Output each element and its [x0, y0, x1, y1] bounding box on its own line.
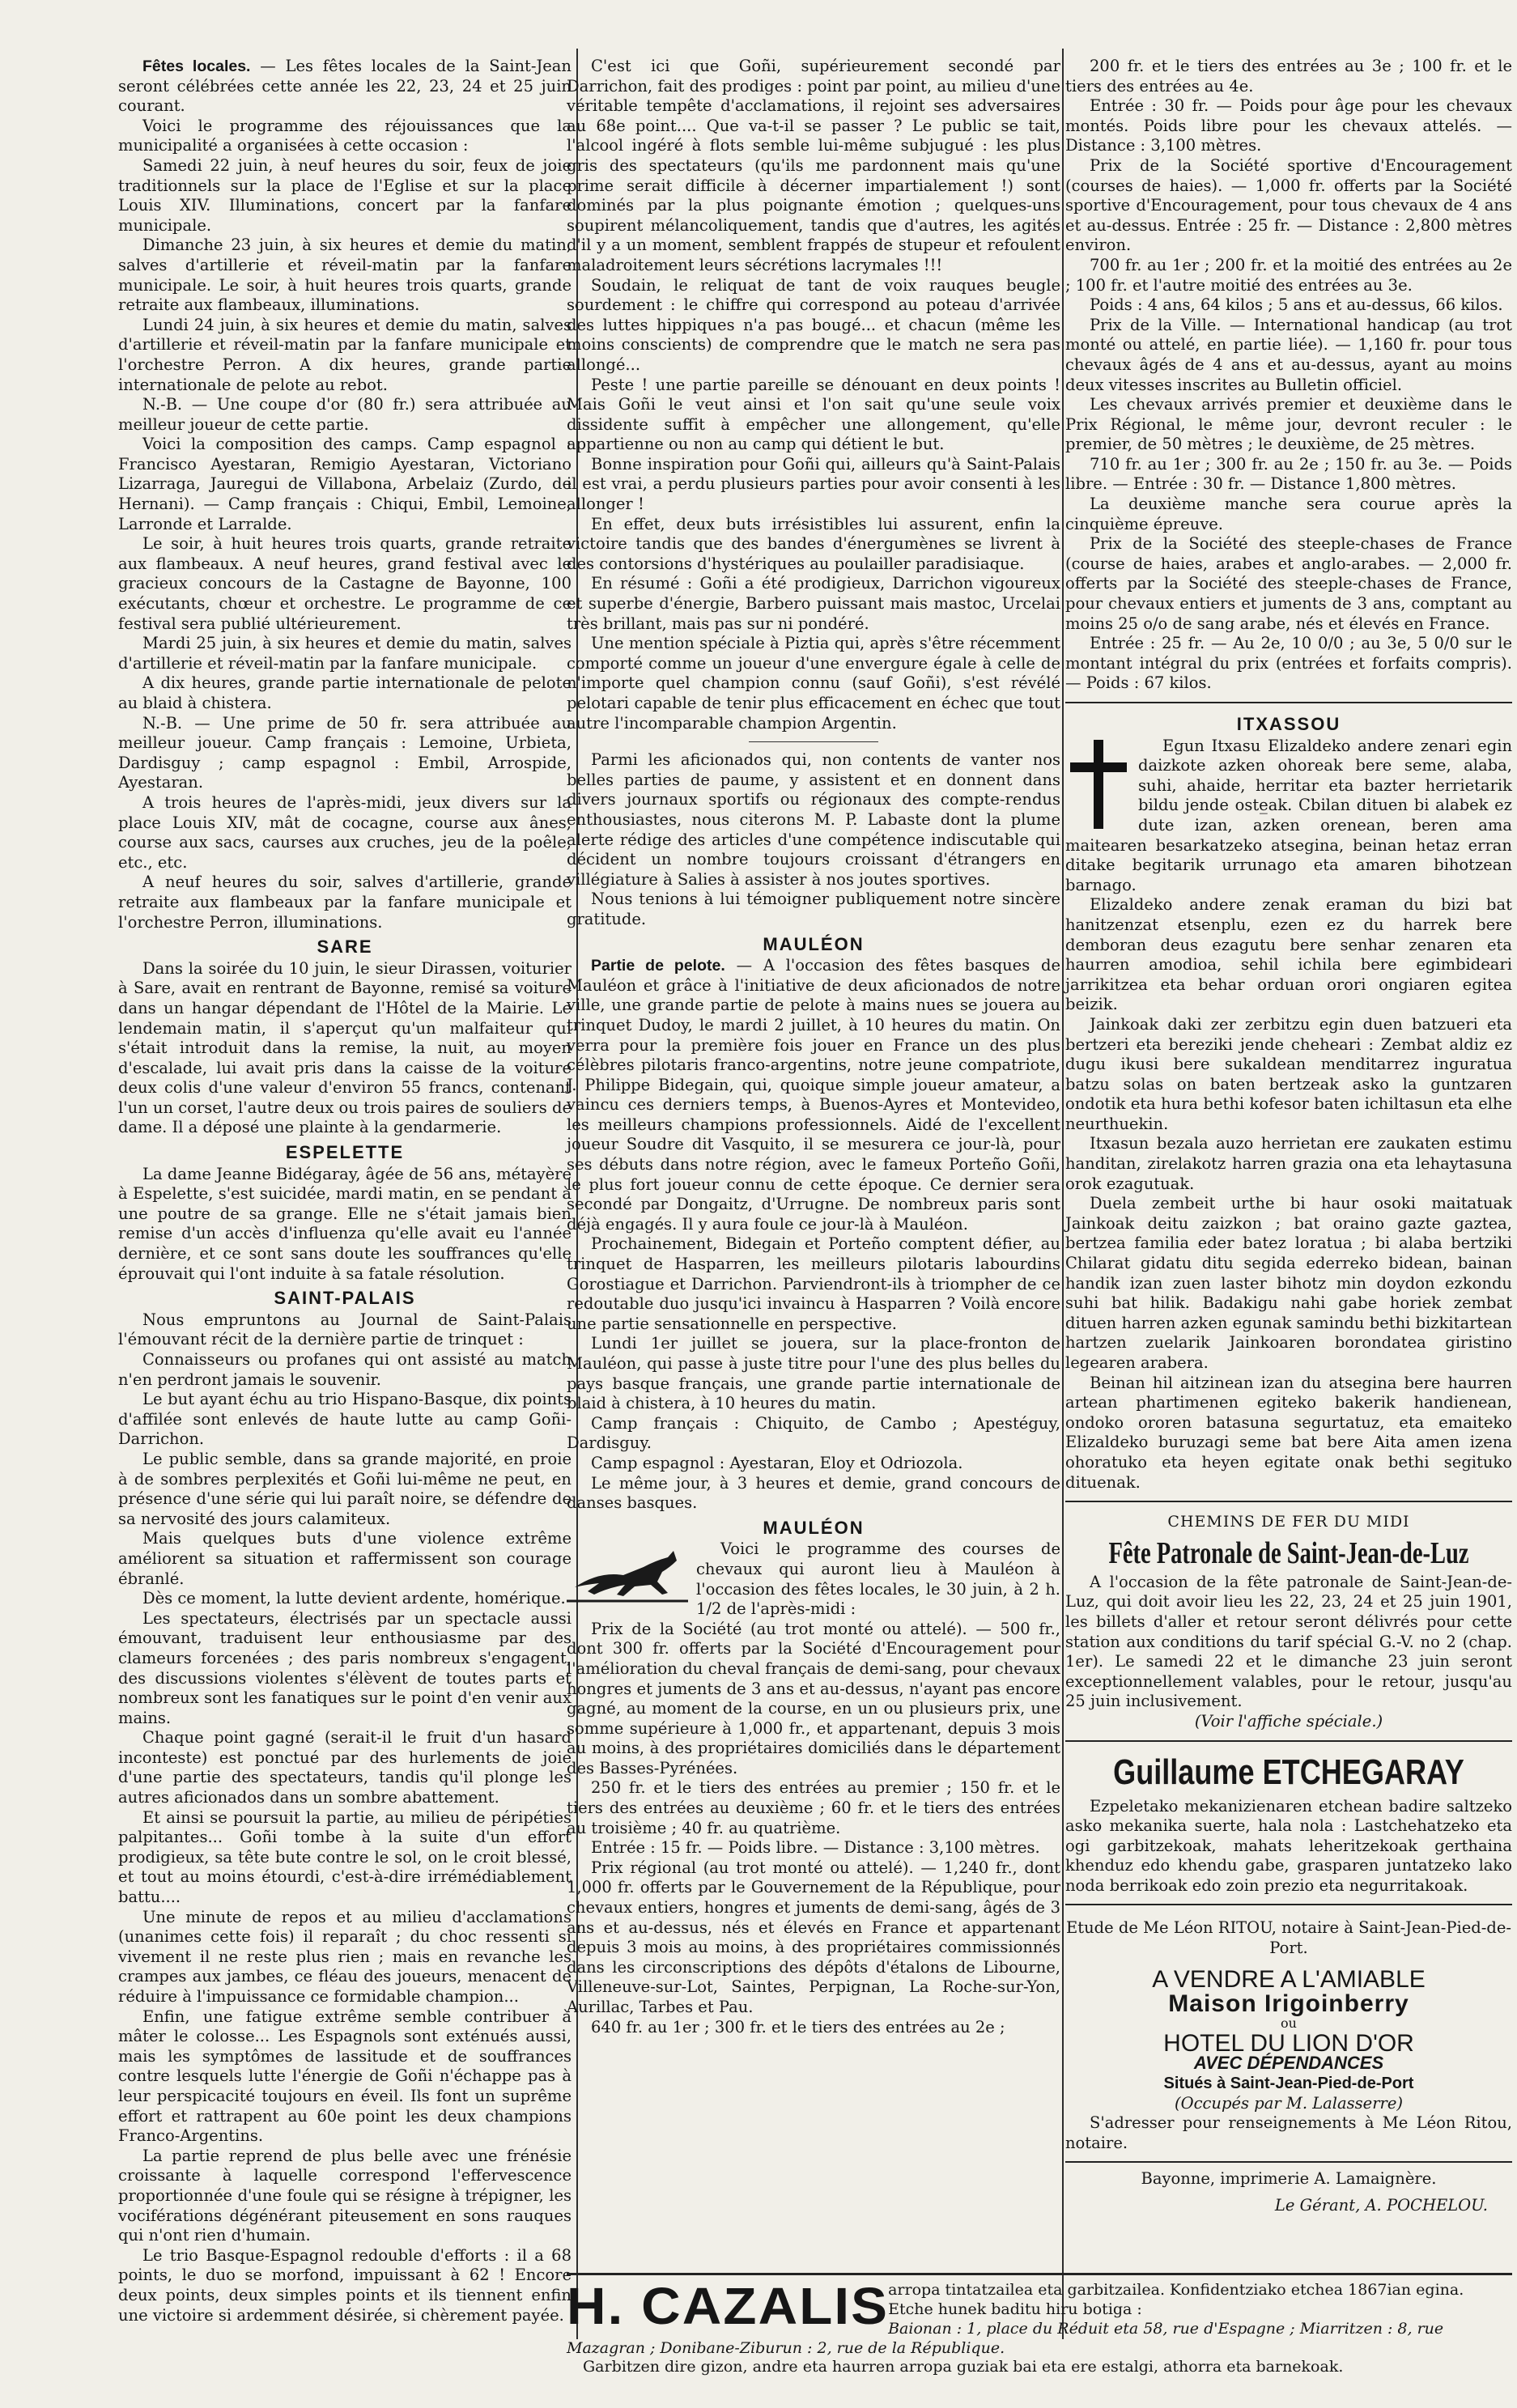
- paragraph: Une mention spéciale à Piztia qui, après s'être récemment comporté comme un joueur d'une envergure égale à celle de n'importe quel champion connu (sauf Goñi), s'est révélé pelotari capable de tenir plus efficacement en échec que tout autre l'incomparable champion Argentin.: [567, 634, 1060, 733]
- situes-text: Situés à Saint-Jean-Pied-de-Port: [1163, 2075, 1414, 2093]
- paragraph: C'est ici que Goñi, supérieurement secondé par Darrichon, fait des prodiges : point par point, au milieu d'une véritable tempête d'acclamations, il rejoint ses adversaires au 68e point.... Que va-t-il se passer ? Le public se tait, l'alcool ingéré à flots semble lui-même subjugué : les plus gris des spectateurs (qu'ils me pardonnent mais qu'une prime serait difficile à décerner impartialement !) sont dominés par la plus poignante émotion ; quelques-uns soupirent mélancoliquement, tandis que d'autres, les agités d'il y a un moment, semblent frappés de stupeur et refoulent maladroitement leurs sécrétions lacrymales !!!: [567, 57, 1060, 274]
- paragraph: Camp français : Chiquito, de Cambo ; Apestéguy, Dardisguy.: [567, 1413, 1060, 1453]
- etchegaray-title: Guillaume ETCHEGARAY: [1113, 1752, 1464, 1792]
- paragraph: Ezpeletako mekanizienaren etchean badire saltzeko asko mekanika suerte, hala nola : Lastchehatzeko eta ogi garbitzekoak, mahats leheritzekoak gerthaina khenduz edo khendu gabe, grasparen juntatzeko lako noda berrikoak edo zoin prezio eta negurritakoak.: [1065, 1796, 1512, 1895]
- paragraph: N.-B. — Une prime de 50 fr. sera attribuée au meilleur joueur. Camp français : Lemoine, Urbieta, Dardisguy ; camp espagnol : Embil, Arrospide, Ayestaran.: [118, 713, 572, 792]
- cross-icon: [1065, 740, 1130, 829]
- paragraph: 250 fr. et le tiers des entrées au premier ; 150 fr. et le tiers des entrées au deuxième ; 60 fr. et le tiers des entrées au troisième ; 40 fr. au quatrième.: [567, 1778, 1060, 1837]
- paragraph: La deuxième manche sera courue après la cinquième épreuve.: [1065, 495, 1512, 533]
- partie-de-pelote-title: Partie de pelote.: [591, 957, 725, 975]
- section-title-mauleon-courses: MAULÉON: [763, 1517, 865, 1538]
- section-title-mauleon: MAULÉON: [763, 933, 865, 954]
- occupes-text: (Occupés par M. Lalasserre): [1175, 2093, 1403, 2113]
- paragraph: Voici le programme des courses de chevaux qui auront lieu à Mauléon à l'occasion des fêtes locales, le 30 juin, à 2 h. 1/2 de l'après-midi :: [696, 1540, 1060, 1619]
- paragraph: Entrée : 15 fr. — Poids libre. — Distance : 3,100 mètres.: [591, 1838, 1040, 1858]
- section-title-sare: SARE: [317, 936, 373, 958]
- paragraph: Les chevaux arrivés premier et deuxième dans le Prix Régional, le même jour, devront reculer : le premier, de 50 mètres ; le deuxième, de 25 mètres.: [1065, 395, 1512, 454]
- paragraph: Mais quelques buts d'une violence extrême améliorent sa situation et raffermissent son courage ébranlé.: [118, 1529, 572, 1588]
- paragraph: Nous tenions à lui témoigner publiquement notre sincère gratitude.: [567, 890, 1060, 928]
- paragraph: [567, 956, 1060, 1234]
- paragraph: Itxasun bezala auzo herrietan ere zaukaten estimu handitan, zirelakotz harren grazia ona eta lehaytasuna orok ezagutuak.: [1065, 1134, 1512, 1193]
- column-2: [567, 57, 1060, 2037]
- paragraph: Prochainement, Bidegain et Porteño comptent défier, au trinquet de Hasparren, les meilleurs pilotaris labourdins Gorostiague et Darrichon. Parviendront-ils à triompher de ce redoutable duo jusqu'ici invaincu à Hasparren ? Voilà encore une partie sensationnelle en perspective.: [567, 1234, 1060, 1333]
- horse-race-icon: [567, 1543, 688, 1607]
- paragraph: Elizaldeko andere zenak eraman du bizi bat hanitzenzat etsenplu, ezen ez du harrek bere demboran deus ezagutu bere senhar zenaren eta haurren amodioa, sehil ichila bere egimbideari jarrikitzea eta behar orduan orori ongiaren egitea beizik.: [1065, 895, 1512, 1014]
- paragraph: Entrée : 30 fr. — Poids pour âge pour les chevaux montés. Poids libre pour les chevaux attelés. — Distance : 3,100 mètres.: [1065, 96, 1512, 155]
- section-title-saint-palais: SAINT-PALAIS: [274, 1288, 416, 1309]
- paragraph: 700 fr. au 1er ; 200 fr. et la moitié des entrées au 2e ; 100 fr. et l'autre moitié des entrées au 3e.: [1065, 255, 1512, 295]
- imprimerie-line: Bayonne, imprimerie A. Lamaignère.: [1065, 2161, 1512, 2189]
- paragraph: Enfin, une fatigue extrême semble contribuer à mâter le colosse... Les Espagnols sont exténués aussi, mais les symptômes de lassitude et de souffrances contre lesquels lutte l'énergie de Goñi n'échappe pas à leur perspicacité toujours en éveil. Ils font un suprême effort et rattrapent au 60e point les deux champions Franco-Argentins.: [118, 2007, 572, 2146]
- cazalis-line-3: Garbitzen dire gizon, andre eta haurren arropa guziak bai eta ere estalgi, athorra eta barnekoak.: [583, 2358, 1344, 2376]
- paragraph: Jainkoak daki zer zerbitzu egin duen batzueri eta bertzeri eta bereziki jende cheheari : Zembat aldiz ez dugu ikusi bere sukaldean menditarrez inguratua batzu solas on baten bertzeak asko la guntzaren ondotik eta hura bethi kofesor baten ichiltasun eta elhe neurthuekin.: [1065, 1014, 1512, 1133]
- paragraph: A trois heures de l'après-midi, jeux divers sur la place Louis XIV, mât de cocagne, course aux ânes, course aux sacs, caurses aux cruches, jeu de la poêle, etc., etc.: [118, 792, 572, 872]
- voir-affiche: (Voir l'affiche spéciale.): [1194, 1711, 1383, 1731]
- paragraph: Beinan hil aitzinean izan du atsegina bere haurren artean phartimenen egiteko bakerik handienean, ondoko ororen batasuna segurtatuz, eta emaiteko Elizaldeko buruzagi seme bat bere Aita amen izena ohoratuko eta heyen egitate onak bethi segituko dituenak.: [1065, 1373, 1512, 1492]
- etchegaray-ad: [1065, 1740, 1512, 1896]
- paragraph: Dans la soirée du 10 juin, le sieur Dirassen, voiturier à Sare, avait en rentrant de Bayonne, remisé sa voiture dans un hangar dépendant de l'Hôtel de la Mairie. Le lendemain matin, il s'aperçut qu'un malfaiteur qui s'était introduit dans la remise, la nuit, au moyen d'escalade, lui avait pris dans la caisse de la voiture deux colis d'une valeur d'environ 55 francs, contenant l'un un corset, l'autre deux ou trois paires de souliers de dame. Il a déposé une plainte à la gendarmerie.: [118, 958, 572, 1137]
- paragraph: Prix régional (au trot monté ou attelé). — 1,240 fr., dont 1,000 fr. offerts par le Gouvernement de la République, pour chevaux entiers, hongres et juments de demi-sang, âgés de 3 ans et au-dessus, nés et élevés en France et appartenant depuis 3 mois au moins, à des propriétaires commissionnés dans les circonscriptions des dépôts d'étalons de Libourne, Villeneuve-sur-Lot, Saintes, Perpignan, La Roche-sur-Yon, Aurillac, Tarbes et Pau.: [567, 1858, 1060, 2016]
- paragraph: Voici le programme des réjouissances que la municipalité a organisées à cette occasion :: [118, 116, 572, 155]
- paragraph: La dame Jeanne Bidégaray, âgée de 56 ans, métayère à Espelette, s'est suicidée, mardi matin, en se pendant à une poutre de sa grange. Elle ne s'était jamais bien remise d'un accès d'influenza qu'elle avait eu l'année dernière, et ce sont sans doute les souffrances qu'elle éprouvait qui l'ont induite à sa fatale résolution.: [118, 1164, 572, 1283]
- paragraph: Samedi 22 juin, à neuf heures du soir, feux de joie traditionnels sur la place de l'Eglise et sur la place Louis XIV. Illuminations, concert par la fanfare municipale.: [118, 155, 572, 235]
- paragraph: A l'occasion de la fête patronale de Saint-Jean-de-Luz, qui doit avoir lieu les 22, 23, 24 et 25 juin 1901, les billets d'aller et retour seront délivrés pour cette station aux conditions du tarif spécial G.-V. no 2 (chap. 1er). Le samedi 22 et le dimanche 23 juin seront exceptionnellement valables, pour le retour, jusqu'au 25 juin inclusivement.: [1065, 1572, 1512, 1711]
- maison-title: Maison Irigoinberry: [1168, 1990, 1409, 2017]
- paragraph: Lundi 24 juin, à six heures et demie du matin, salves d'artillerie et réveil-matin par la fanfare municipale et l'orchestre Perron. A dix heures, grande partie internationale de pelote au rebot.: [118, 315, 572, 394]
- avec-dependances: AVEC DÉPENDANCES: [1193, 2053, 1384, 2074]
- paragraph: Le même jour, à 3 heures et demie, grand concours de danses basques.: [567, 1473, 1060, 1513]
- paragraph: Entrée : 25 fr. — Au 2e, 10 0/0 ; au 3e, 5 0/0 sur le montant intégral du prix (entrées et forfaits compris). — Poids : 67 kilos.: [1065, 634, 1512, 693]
- paragraph: Prix de la Société sportive d'Encouragement (courses de haies). — 1,000 fr. offerts par la Société sportive d'Encouragement, pour tous chevaux de 4 ans et au-dessus. Entrée : 25 fr. — Distance : 2,800 mètres environ.: [1065, 155, 1512, 255]
- paragraph: Parmi les aficionados qui, non contents de vanter nos belles parties de paume, y assistent et en donnent dans divers journaux sportifs ou régionaux des compte-rendus enthousiastes, nous citerons M. P. Labaste dont la plume alerte rédige des articles d'une compétence indiscutable qui décident un nombre toujours croissant d'étrangers en villégiature à Salies à assister à nos joutes sportives.: [567, 750, 1060, 889]
- divider: [749, 741, 878, 742]
- paragraph: 200 fr. et le tiers des entrées au 3e ; 100 fr. et le tiers des entrées au 4e.: [1065, 57, 1512, 96]
- paragraph: Et ainsi se poursuit la partie, au milieu de péripéties palpitantes... Goñi tombe à la suite d'un effort prodigieux, sa tête bute contre le sol, on le croit blessé, et tout au moins étourdi, c'est-à-dire irrémédiablement battu....: [118, 1807, 572, 1907]
- column-1: [118, 57, 572, 2325]
- paragraph: Connaisseurs ou profanes qui ont assisté au match n'en perdront jamais le souvenir.: [118, 1350, 572, 1389]
- paragraph: Chaque point gagné (serait-il le fruit d'un hasard inconteste) est ponctué par des hurlements de joie d'une partie des spectateurs, tandis qu'il plonge les autres aficionados dans un sombre abattement.: [118, 1728, 572, 1807]
- paragraph: Camp espagnol : Ayestaran, Eloy et Odriozola.: [591, 1453, 963, 1472]
- gerant-line: Le Gérant, A. POCHELOU.: [1274, 2196, 1488, 2215]
- paragraph: Lundi 1er juillet se jouera, sur la place-fronton de Mauléon, qui passe à juste titre pour l'une des plus belles du pays basque français, une grande partie internationale de blaid à chistera, à 10 heures du matin.: [567, 1334, 1060, 1413]
- column-3: [1065, 57, 1512, 2216]
- paragraph: 640 fr. au 1er ; 300 fr. et le tiers des entrées au 2e ;: [591, 2017, 1005, 2036]
- section-title-itxassou: ITXASSOU: [1236, 714, 1341, 734]
- fetes-locales-title: Fêtes locales.: [142, 57, 251, 75]
- paragraph-text: — Les fêtes locales de la Saint-Jean seront célébrées cette année les 22, 23, 24 et 25 juin courant.: [118, 57, 572, 116]
- paragraph: Dès ce moment, la lutte devient ardente, homérique.: [142, 1589, 566, 1608]
- paragraph: Prix de la Société des steeple-chases de France (course de haies, arabes et anglo-arabes. — 2,000 fr. offerts par la Société des steeple-chases de France, pour chevaux entiers et juments de 3 ans, comptant au moins 25 o/o de sang arabe, nés et élevés en France.: [1065, 534, 1512, 633]
- ou-text: ou: [1281, 2015, 1297, 2032]
- fete-patronale-title: Fête Patronale de Saint-Jean-de-Luz: [1108, 1535, 1469, 1570]
- paragraph: S'adresser pour renseignements à Me Léon Ritou, notaire.: [1065, 2113, 1512, 2152]
- chemins-de-fer-ad: [1065, 1501, 1512, 1731]
- hotel-title: HOTEL DU LION D'OR: [1163, 2029, 1414, 2057]
- paragraph: La partie reprend de plus belle avec une frénésie croissante à laquelle correspond l'effervescence proportionnée d'une foule qui se résigne à trépigner, les vociférations dégénérant piteusement en sons rauques qui n'ont rien d'humain.: [118, 2146, 572, 2245]
- paragraph: A neuf heures du soir, salves d'artillerie, grande retraite aux flambeaux par la fanfare municipale et l'orchestre Perron, illuminations.: [118, 873, 572, 932]
- cazalis-line-2: Baionan : 1, place du Réduit eta 58, rue d'Espagne ; Miarritzen : 8, rue Mazagran ; Donibane-Ziburun : 2, rue de la République.: [567, 2320, 1444, 2357]
- paragraph: Duela zembeit urthe bi haur osoki maitatuak Jainkoak deitu zaizkon ; bat oraino gazte gaztea, bertzea familia eder batez loratua ; bi alaba bertziki Chilarat gidatu ditu segida ederreko bidean, bainan handik izan zuen laster bihotz min doydon ezkondu suhi bat hilik. Badakigu nahi gabe horiek zembat dituen harren azken egunak samindu bethi bizkitartean hartzen zuelarik Jainkoaren borondatea giristino legearen arabera.: [1065, 1194, 1512, 1372]
- paragraph: Mardi 25 juin, à six heures et demie du matin, salves d'artillerie et réveil-matin par la fanfare municipale.: [118, 634, 572, 673]
- paragraph: Une minute de repos et au milieu d'acclamations (unanimes cette fois) il reparaît ; du choc ressenti si vivement il ne reste plus rien ; mais en revanche les crampes aux jambes, ce fléau des joueurs, menacent de réduire à l'impuissance ce formidable champion...: [118, 1907, 572, 2006]
- paragraph: Bonne inspiration pour Goñi qui, ailleurs qu'à Saint-Palais il est vrai, a perdu plusieurs parties pour avoir consenti à les allonger !: [567, 454, 1060, 514]
- etude-header: Etude de Me Léon RITOU, notaire à Saint-Jean-Pied-de-Port.: [1066, 1918, 1511, 1958]
- paragraph: Prix de la Ville. — International handicap (au trot monté ou attelé, en partie liée). — 1,160 fr. pour tous chevaux âgés de 4 ans et au-dessus, ayant au moins deux vitesses inscrites au Bulletin officiel.: [1065, 315, 1512, 394]
- paragraph: Soudain, le reliquat de tant de voix rauques beugle sourdement : le chiffre qui correspond au poteau d'arrivée des luttes hippiques n'a pas bougé... et chacun (même les moins conscients) de comprendre que le match ne sera pas allongé...: [567, 275, 1060, 374]
- column-rule: [1062, 49, 1064, 2339]
- paragraph: Les spectateurs, électrisés par un spectacle aussi émouvant, traduisent leur enthousiasme par des clameurs forcenées ; des paris nombreux s'engagent, des discussions violentes s'élèvent de toutes parts et nombreux sont les fanatiques sur le point d'en venir aux mains.: [118, 1608, 572, 1727]
- paragraph: [118, 57, 572, 117]
- paragraph: 710 fr. au 1er ; 300 fr. au 2e ; 150 fr. au 3e. — Poids libre. — Entrée : 30 fr. — Distance 1,800 mètres.: [1065, 454, 1512, 494]
- paragraph: Nous empruntons au Journal de Saint-Palais l'émouvant récit de la dernière partie de trinquet :: [118, 1310, 572, 1349]
- paragraph: Le but ayant échu au trio Hispano-Basque, dix points d'affilée sont enlevés de haute lutte au camp Goñi-Darrichon.: [118, 1390, 572, 1449]
- paragraph: Voici la composition des camps. Camp espagnol : Francisco Ayestaran, Remigio Ayestaran, Victoriano Lizarraga, Jauregui de Villabona, Arbelaiz (Zurdo, de Hernani). — Camp français : Chiqui, Embil, Lemoine, Larronde et Larralde.: [118, 435, 572, 533]
- paragraph: Le soir, à huit heures trois quarts, grande retraite aux flambeaux. A neuf heures, grand festival avec le gracieux concours de la Castagne de Bayonne, 100 exécutants, chœur et orchestre. Le programme de ce festival sera publié ultérieurement.: [118, 534, 572, 633]
- a-vendre-title: A VENDRE A L'AMIABLE: [1152, 1965, 1426, 1993]
- cazalis-title: H. CAZALIS: [567, 2277, 890, 2335]
- paragraph: Le trio Basque-Espagnol redouble d'efforts : il a 68 points, le duo se morfond, impuissant à 62 ! Encore deux points, deux simples points et ils tiennent enfin une victoire si ardemment désirée, si chèrement payée.: [118, 2245, 572, 2325]
- paragraph: A dix heures, grande partie internationale de pelote au blaid à chistera.: [118, 673, 572, 712]
- paragraph: Peste ! une partie pareille se dénouant en deux points ! Mais Goñi le veut ainsi et l'on sait qu'une seule voix dissidente suffit à empêcher une allongement, qu'elle appartienne ou non au camp qui détient le but.: [567, 375, 1060, 454]
- paragraph: Egun Itxasu Elizaldeko andere zenari egin daizkote azken ohoreak bere seme, alaba, suhi, ahaide, herritar eta bazter herrietarik bildu jende oste̲ak. Cbilan dituen bi alabek ez dute izan, azken orenean, beren ama maitearen besarkatzeko atsegina, beinan hetaz erran ditake begitarik urrunago eta amaren bihotzean barnago.: [1065, 736, 1512, 894]
- cazalis-line-1: arropa tintatzailea eta garbitzailea. Konfidentziako etchea 1867ian egina. Etche hunek baditu hiru botiga :: [888, 2281, 1464, 2318]
- chemins-header: CHEMINS DE FER DU MIDI: [1167, 1513, 1410, 1531]
- cazalis-ad: [567, 2273, 1512, 2376]
- paragraph: En effet, deux buts irrésistibles lui assurent, enfin la victoire tandis que des bandes d'énergumènes se livrent à des contorsions d'hystériques au poulailler paradisiaque.: [567, 514, 1060, 573]
- paragraph: Prix de la Société (au trot monté ou attelé). — 500 fr., dont 300 fr. offerts par la Société d'Encouragement pour l'amélioration du cheval français de demi-sang, pour chevaux hongres et juments de 3 ans et au-dessus, n'ayant pas encore gagné, au moment de la course, en un ou plusieurs prix, une somme supérieure à 1,000 fr., et appartenant, depuis 3 mois au moins, à des propriétaires domiciliés dans le département des Basses-Pyrénées.: [567, 1619, 1060, 1777]
- paragraph: Dimanche 23 juin, à six heures et demie du matin, salves d'artillerie et réveil-matin par la fanfare municipale. Le soir, à huit heures trois quarts, grande retraite aux flambeaux, illuminations.: [118, 236, 572, 315]
- paragraph-text: — A l'occasion des fêtes basques de Mauléon et grâce à l'initiative de deux aficionados de notre ville, une grande partie de pelote à mains nues se jouera au trinquet Dudoy, le mardi 2 juillet, à 10 heures du matin. On verra pour la première fois jouer en France un des plus célèbres pilotaris franco-argentins, notre jeune compatriote, J. Philippe Bidegain, qui, quoique simple joueur amateur, a vaincu ces derniers temps, à Buenos-Ayres et Montevideo, les meilleurs champions professionnels. Aidé de l'excellent joueur Soudre dit Vasquito, il se mesurera ce jour-là, pour ses débuts dans notre région, avec le fameux Porteño Goñi, le plus fort joueur connu de cette époque. Ce dernier sera secondé par Dongaitz, d'Urrugne. De nombreux paris sont déjà engagés. Il y aura foule ce jour-là à Mauléon.: [567, 956, 1060, 1234]
- paragraph: En résumé : Goñi a été prodigieux, Darrichon vigoureux et superbe d'énergie, Barbero puissant mais mastoc, Urcelai très brillant, mais pas sur ni pondéré.: [567, 574, 1060, 633]
- paragraph: Le public semble, dans sa grande majorité, en proie à de sombres perplexités et Goñi lui-même ne peut, en présence d'une série qui lui paraît noire, se défendre de sa nervosité des jours calamiteux.: [118, 1449, 572, 1528]
- paragraph: Poids : 4 ans, 64 kilos ; 5 ans et au-dessus, 66 kilos.: [1090, 295, 1503, 315]
- paragraph: N.-B. — Une coupe d'or (80 fr.) sera attribuée au meilleur joueur de cette partie.: [118, 395, 572, 434]
- ritou-notary-ad: [1065, 1904, 1512, 2153]
- itxassou-block: [1065, 702, 1512, 1493]
- section-title-espelette: ESPELETTE: [285, 1142, 405, 1163]
